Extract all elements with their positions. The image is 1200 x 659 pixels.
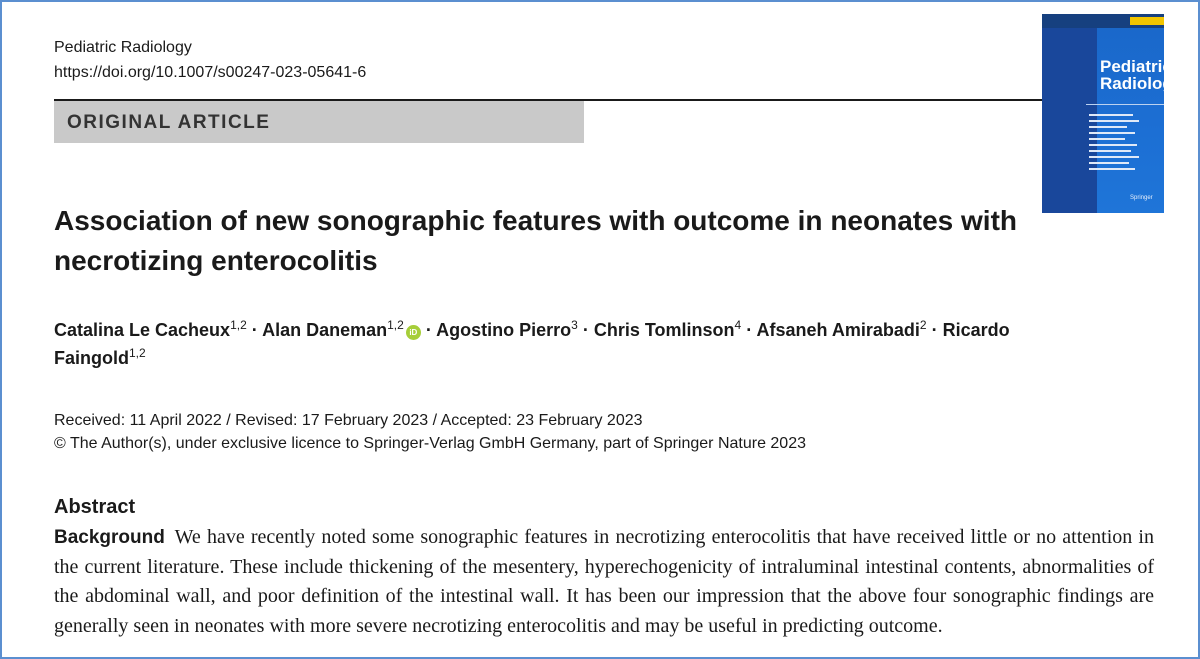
article-title: Association of new sonographic features with outcome in neonates with necrotizing enterocolitis: [54, 205, 1018, 276]
cover-divider: [1086, 104, 1164, 105]
author-affiliation: 2: [919, 318, 927, 332]
cover-title-line2: Radiology: [1100, 74, 1183, 93]
background-text: We have recently noted some sonographic features in necrotizing enterocolitis that have received little or no attention in the current literature. These include thickening of the mesentery, hyperechogenicity of intraluminal intestinal contents, abnormalities of the abdominal wall, and poor definition of the intestinal wall. It has been our impression that the above four sonographic findings are generally seen in neonates with more severe necrotizing enterocolitis and may be useful in predicting outcome.: [54, 526, 1154, 637]
author-name[interactable]: Chris Tomlinson: [593, 320, 735, 340]
abstract-background: [54, 523, 1154, 641]
author-affiliation: 1,2: [230, 318, 247, 332]
journal-name: Pediatric Radiology: [54, 39, 192, 56]
author-name[interactable]: Ricardo Faingold: [54, 320, 1010, 368]
background-label: Background: [54, 527, 165, 548]
author-separator: ·: [420, 320, 437, 340]
author-affiliation: 1,2: [387, 318, 404, 332]
author-name[interactable]: Afsaneh Amirabadi: [756, 320, 920, 340]
doi-link[interactable]: https://doi.org/10.1007/s00247-023-05641-6: [54, 64, 367, 81]
article-type-banner: [54, 101, 584, 143]
author-name[interactable]: Alan Daneman: [262, 320, 388, 340]
author-name[interactable]: Agostino Pierro: [436, 320, 572, 340]
publication-dates: Received: 11 April 2022 / Revised: 17 February 2023 / Accepted: 23 February 2023: [54, 412, 643, 429]
author-affiliation: 4: [734, 318, 742, 332]
author-name[interactable]: Catalina Le Cacheux: [54, 320, 231, 340]
author-separator: ·: [246, 320, 263, 340]
author-separator: ·: [926, 320, 943, 340]
abstract-heading: Abstract: [54, 496, 136, 518]
cover-accent-strip: [1130, 17, 1164, 25]
author-separator: ·: [741, 320, 757, 340]
orcid-icon[interactable]: iD: [406, 325, 421, 340]
author-affiliation: 3: [571, 318, 578, 332]
author-list: [54, 316, 1074, 372]
cover-publisher-logo: Springer: [1130, 195, 1153, 201]
author-affiliation: 1,2: [129, 346, 146, 360]
copyright-notice: © The Author(s), under exclusive licence to Springer-Verlag GmbH Germany, part of Springer Nature 2023: [54, 435, 806, 452]
journal-cover-image: [1042, 14, 1183, 213]
cover-title: [1100, 57, 1183, 93]
cover-title-line1: Pediatric: [1100, 57, 1172, 76]
cover-society-text: [1089, 114, 1139, 174]
article-type-label: ORIGINAL ARTICLE: [67, 112, 271, 133]
author-separator: ·: [577, 320, 594, 340]
